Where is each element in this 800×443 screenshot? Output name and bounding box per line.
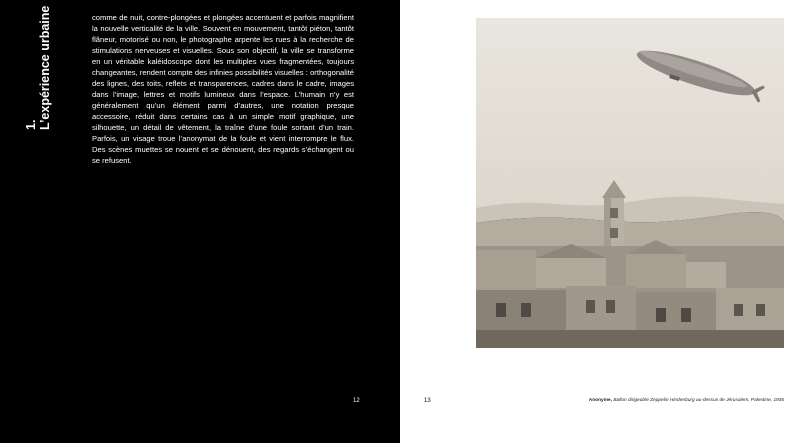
chapter-title: L’expérience urbaine	[38, 5, 52, 130]
body-text: comme de nuit, contre-plongées et plongées accentuent et parfois magnifient la nouvelle verticalité de la ville. Souvent en mouvement, tantôt piéton, tantôt flâneur, motorisé ou non, le photographe arpente les rues à la recherche de stimulations nerveuses et visuelles. Sous son objectif, la ville se transforme en un véritable kaléidoscope dont les multiples vues fragmentées, toujours changeantes, rendent compte des infinies possibilités visuelles : orthogonalité des lignes, des toits, reflets et transparences, cadres dans le cadre, images dans l’image, lettres et motifs lumineux dans l’espace. L’humain n’y est généralement qu’un élément parmi d’autres, une notation presque accessoire, réduit dans certains cas à un simple motif graphique, une silhouette, un détail de vêtement, la traîne d’une foule sortant d’un train. Parfois, un visage troue l’anonymat de la foule et vient interrompre le flux. Des scènes muettes se nouent et se dénouent, des regards s’échangent ou se refusent.	[92, 13, 354, 165]
photo-caption	[454, 398, 784, 403]
caption-title: Ballon dirigeable Zeppelin Hindenburg au-dessus de Jérusalem, Palestine, 1936	[613, 398, 784, 403]
sky	[476, 18, 784, 218]
page-number-right: 13	[424, 398, 431, 404]
city-buildings	[476, 240, 784, 348]
chapter-heading	[24, 6, 52, 130]
photograph-zeppelin-jerusalem	[476, 18, 784, 348]
caption-author: Anonyme,	[588, 398, 612, 403]
right-page	[400, 0, 800, 443]
photo-illustration	[476, 18, 784, 348]
chapter-number: 1.	[24, 119, 38, 130]
page-number-left: 12	[353, 398, 360, 404]
